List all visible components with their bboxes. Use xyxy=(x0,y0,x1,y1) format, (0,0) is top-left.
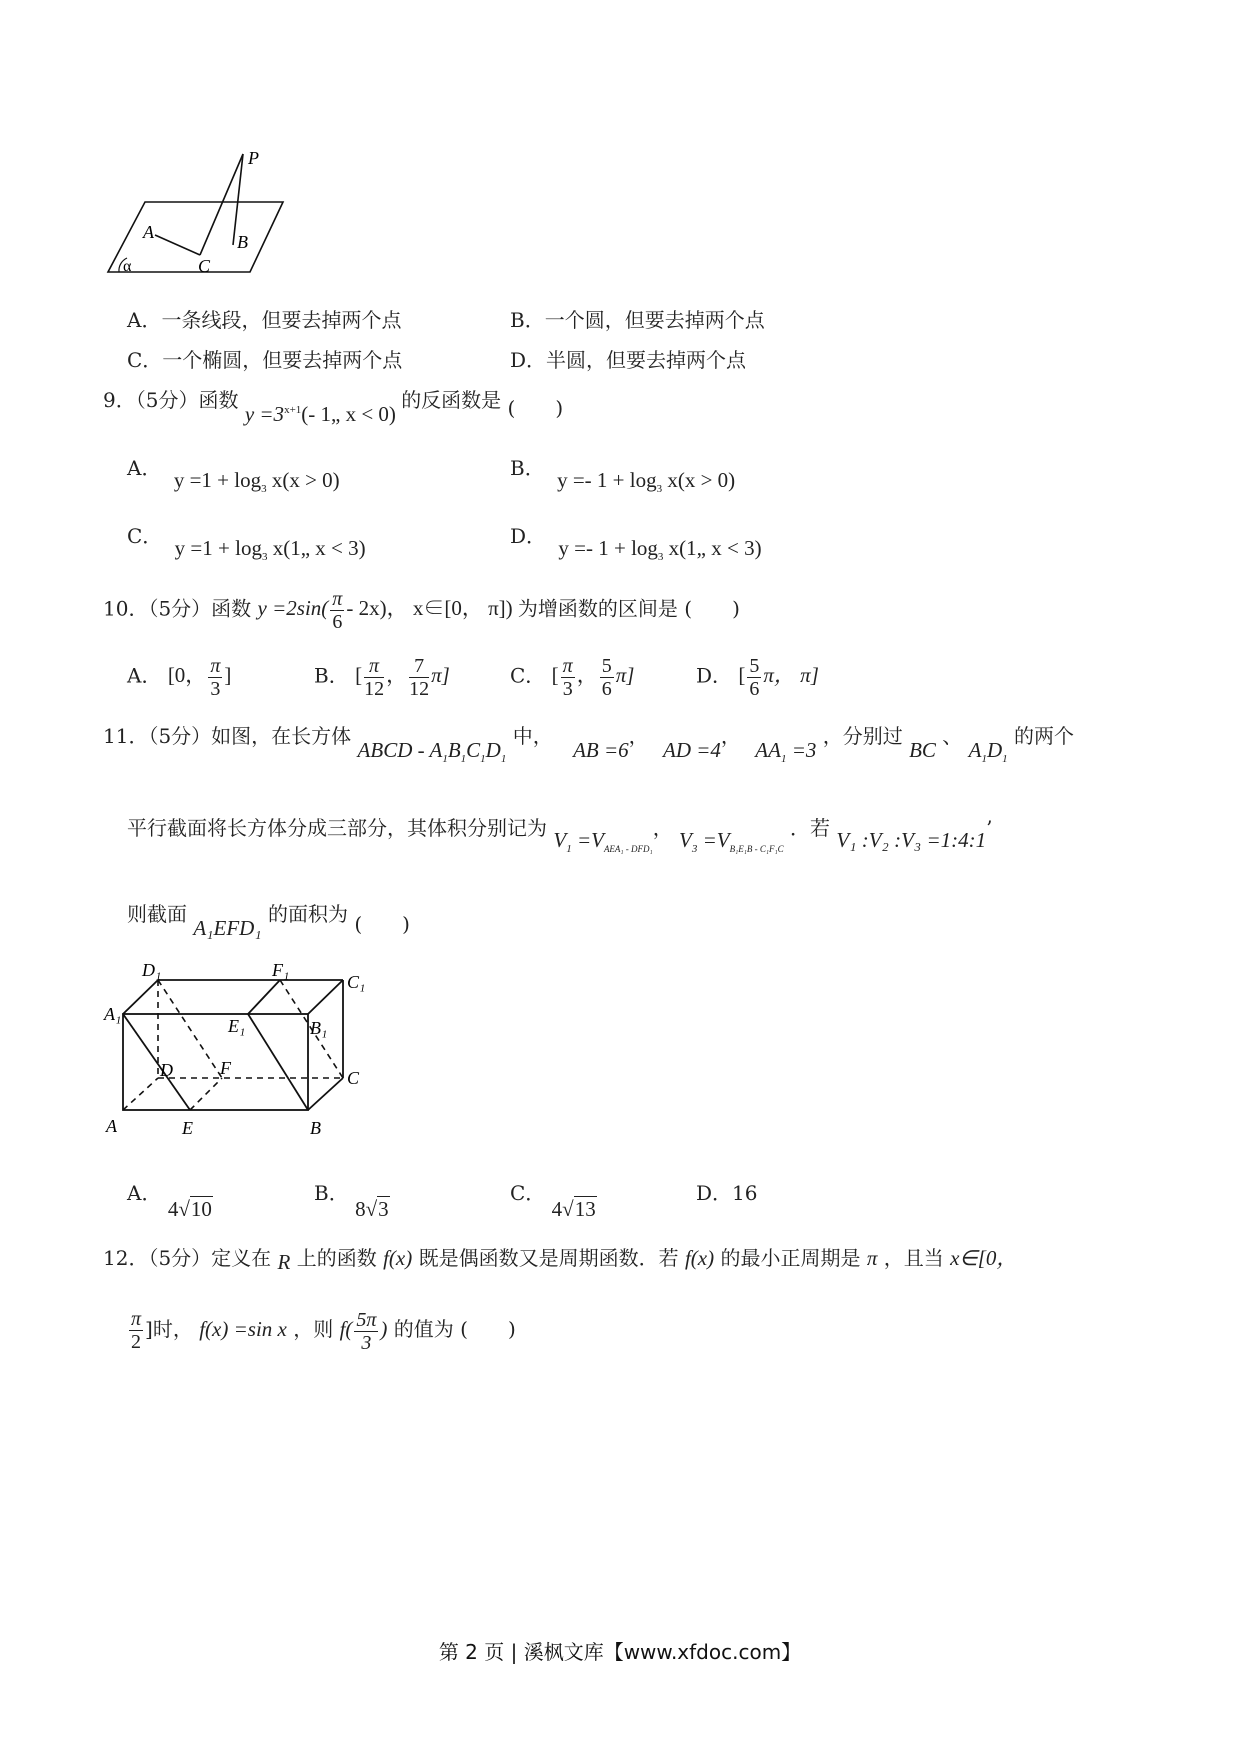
q8-option-a: A．一条线段，但要去掉两个点 xyxy=(127,308,402,332)
q11-aa1: $AA_1 =3$ xyxy=(755,738,817,765)
q10-function: y =2sin( $\frac{\pi}{6}$ - 2x)， x∈[0， π]) xyxy=(257,588,513,633)
q8-option-c: C．一个椭圆，但要去掉两个点 xyxy=(127,348,403,372)
q9-option-b-label: B． xyxy=(510,456,545,480)
q9-func-domain: (- 1„ x < 0) xyxy=(301,402,396,426)
q10-option-c: C． [ $\frac{\pi}{3}$ ， $\frac{5}{6}$ π] xyxy=(510,655,635,700)
q9-paren: ( ) xyxy=(507,396,564,420)
label-P: P xyxy=(248,150,259,168)
q11-ratio: V₁ :V₂ :V₃ =1:4:1 xyxy=(836,828,987,852)
q11-option-d: D．16 xyxy=(696,1181,758,1205)
q9-option-d-expr: $y =- 1 + \log_3$ x(1„ x < 3) xyxy=(558,536,762,563)
q11-a1d1: $A_1D_1$ xyxy=(968,738,1008,765)
q11-option-c: C． 4√13 xyxy=(510,1181,596,1221)
q9-option-d xyxy=(510,520,762,563)
q9-func-base: y =3 xyxy=(244,402,285,426)
q11-ab: AB =6 xyxy=(573,738,629,762)
q10-option-d: D． [ $\frac{5}{6}$ π， π] xyxy=(696,655,819,700)
q11-option-a: A． 4√10 xyxy=(127,1181,212,1221)
cuboid-figure xyxy=(100,960,380,1140)
label-alpha: α xyxy=(123,258,132,275)
q9-option-b-expr: $y =- 1 + \log_3 x(x > 0)$ xyxy=(557,468,736,495)
q9-option-c xyxy=(127,520,366,563)
q10-tail: 为增函数的区间是 xyxy=(517,596,678,621)
q11-section: A₁EFD₁ xyxy=(193,916,262,940)
q12-number: 12．（5分）定义在 xyxy=(103,1246,272,1270)
q11-v1: $V_1 =V_{AEA_1 - DFD_1}$ xyxy=(553,828,653,855)
q10-number: 10．（5分）函数 xyxy=(103,596,252,621)
label-F: F xyxy=(220,1058,231,1078)
q11-bc: BC xyxy=(909,738,936,762)
q10-stem xyxy=(103,588,740,633)
q11-v3: $V_3 =V_{B_1E_1B - C_1F_1C}$ xyxy=(679,828,784,855)
label-E: E xyxy=(182,1118,193,1138)
q11-line2: 平行截面将长方体分成三部分，其体积分别记为 $V_1 =V_{AEA_1 - DFD_1}$， $V_3 =V_{B_1E_1B - C_1F_1C}$ ．若 V₁ :V₂ :V₃ =1:4:1’ xyxy=(127,816,993,855)
q9-option-a-expr: $y =1 + \log_3 x(x > 0)$ xyxy=(173,468,340,495)
q12-line1: 12．（5分）定义在 R 上的函数 f(x) 既是偶函数又是周期函数．若 f(x) 的最小正周期是 π ，且当 x∈[0， xyxy=(103,1246,1018,1274)
label-B: B xyxy=(310,1118,321,1138)
plane-figure xyxy=(105,150,305,285)
q9-option-c-expr: $y =1 + \log_3$ x(1„ x < 3) xyxy=(174,536,366,563)
q9-function xyxy=(245,402,401,426)
label-D1: D₁ xyxy=(142,960,162,980)
q9-option-a xyxy=(127,452,340,495)
q10-option-b: B． [ $\frac{\pi}{12}$ ， $\frac{7}{12}$ π] xyxy=(314,655,450,700)
label-C: C xyxy=(347,1068,360,1088)
label-E1: E₁ xyxy=(228,1016,246,1036)
q9-func-exp: x+1 xyxy=(284,404,302,416)
label-B1: B₁ xyxy=(310,1018,328,1038)
q11-line1: 11．（5分）如图，在长方体 ABCD - $A_1B_1C_1D_1$ 中， AB =6， AD =4， $AA_1 =3$ ，分别过 BC 、 $A_1D_1$ 的两个 xyxy=(103,724,1074,765)
q10-paren: ( ) xyxy=(684,596,740,621)
label-F1: F₁ xyxy=(272,960,290,980)
label-C1: C₁ xyxy=(347,972,366,992)
q11-ad: AD =4 xyxy=(663,738,721,762)
q9-option-a-label: A． xyxy=(127,456,162,480)
label-A: A xyxy=(143,222,154,242)
label-A1: A₁ xyxy=(104,1004,122,1024)
q9-stem xyxy=(103,384,564,426)
q8-option-d: D．半圆，但要去掉两个点 xyxy=(510,348,747,372)
q8-option-b: B．一个圆，但要去掉两个点 xyxy=(510,308,765,332)
q9-option-c-label: C． xyxy=(127,524,163,548)
page-footer: 第 2 页 | 溪枫文库【www.xfdoc.com】 xyxy=(438,1640,802,1664)
q9-tail: 的反函数是 xyxy=(401,388,502,412)
q10-option-a: A． [0， $\frac{\pi}{3}$ ] xyxy=(127,655,232,700)
label-B: B xyxy=(237,232,248,252)
q11-option-b: B． 8√3 xyxy=(314,1181,389,1221)
q11-number: 11．（5分）如图，在长方体 xyxy=(103,724,352,748)
q11-line3: 则截面 A₁EFD₁ 的面积为 ( ) xyxy=(127,902,410,940)
label-C: C xyxy=(198,256,211,276)
q9-option-b xyxy=(510,452,736,495)
q9-option-d-label: D． xyxy=(510,524,547,548)
q9-number: 9．（5分）函数 xyxy=(103,388,239,412)
q12-line2: $\frac{\pi}{2}$ ]时， f(x) =sin x ，则 f( $\frac{5\pi}{3}$ ) 的值为 ( ) xyxy=(131,1308,516,1354)
q11-box-name: ABCD - $A_1B_1C_1D_1$ xyxy=(357,738,507,765)
label-D: D xyxy=(160,1060,173,1080)
label-A: A xyxy=(106,1116,117,1136)
